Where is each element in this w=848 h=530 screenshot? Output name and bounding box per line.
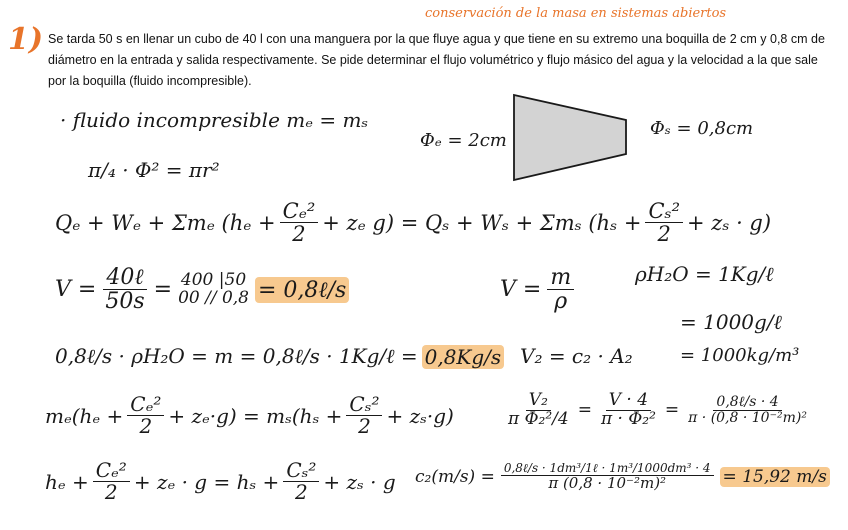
volumetric-flow: V = $\frac{\text{40ℓ}}{50s}$ = 400 |50 00 // 0,8 = 0,8ℓ/s: [55, 266, 349, 313]
area-formula: π/₄ · Φ² = πr²: [88, 158, 220, 182]
volumetric-flow-result: = 0,8ℓ/s: [255, 277, 349, 303]
mass-flow-result: 0,8Kg/s: [422, 345, 505, 369]
inlet-diameter: Φₑ = 2cm: [420, 130, 507, 151]
density-line-2: = 1000g/ℓ: [680, 310, 782, 334]
exit-velocity: c₂(m/s) = $\frac{\text{0,8ℓ/s · 1dm³/1ℓ · 1m³/1000dm³ · 4}}{\text{π (0,8 · 10⁻²m)²}}$ = 15,92 m/s: [415, 462, 830, 491]
incompressible-note: · fluido incompresible mₑ = mₛ: [60, 108, 369, 132]
density-line-3: = 1000kg/m³: [680, 345, 800, 366]
exit-velocity-result: = 15,92 m/s: [720, 467, 830, 487]
energy-equation: Qₑ + Wₑ + Σmₑ (hₑ + $\frac{\text{Cₑ²}}{2}$ + zₑ g) = Qₛ + Wₛ + Σmₛ (hₛ + $\frac{\text{Cₛ²}}{2}$ + zₛ · g): [55, 199, 772, 247]
velocity-ratio: $\frac{\text{V₂}}{\text{π Φ₂²/4}}$ = $\frac{V \cdot 4}{\text{π · Φ₂²}}$ = $\frac{\text{0,8ℓ/s · 4}}{\text{π · (0,8 · 10⁻²m)²}}$: [508, 390, 807, 429]
outlet-diameter: Φₛ = 0,8cm: [650, 118, 754, 139]
nozzle-diagram: [510, 92, 630, 184]
topic-title: conservación de la masa en sistemas abiertos: [425, 6, 727, 21]
mass-energy-equation: mₑ(hₑ + $\frac{\text{Cₑ²}}{2}$ + zₑ·g) = mₛ(hₛ + $\frac{\text{Cₛ²}}{2}$ + zₛ·g): [45, 392, 454, 438]
problem-statement: Se tarda 50 s en llenar un cubo de 40 l con una manguera por la que fluye agua y que tiene en su extremo una boquilla de 2 cm y 0,8 cm de diámetro en la entrada y salida respectivamente. Se pide determinar el flujo volumétrico y flujo másico del agua y la velocidad a la que sale por la boquilla (fluido incompresible).: [48, 32, 825, 88]
simplified-energy: hₑ + $\frac{\text{Cₑ²}}{2}$ + zₑ · g = hₛ + $\frac{\text{Cₛ²}}{2}$ + zₛ · g: [45, 458, 396, 504]
continuity-velocity: V₂ = c₂ · A₂: [520, 344, 633, 368]
flow-density-relation: V = $\frac{m}{\rho}$: [500, 266, 574, 313]
problem-number: 1): [8, 22, 44, 57]
mass-flow: 0,8ℓ/s · ρH₂O = m = 0,8ℓ/s · 1Kg/ℓ = 0,8Kg/s: [55, 344, 504, 369]
density-line-1: ρH₂O = 1Kg/ℓ: [635, 262, 774, 286]
